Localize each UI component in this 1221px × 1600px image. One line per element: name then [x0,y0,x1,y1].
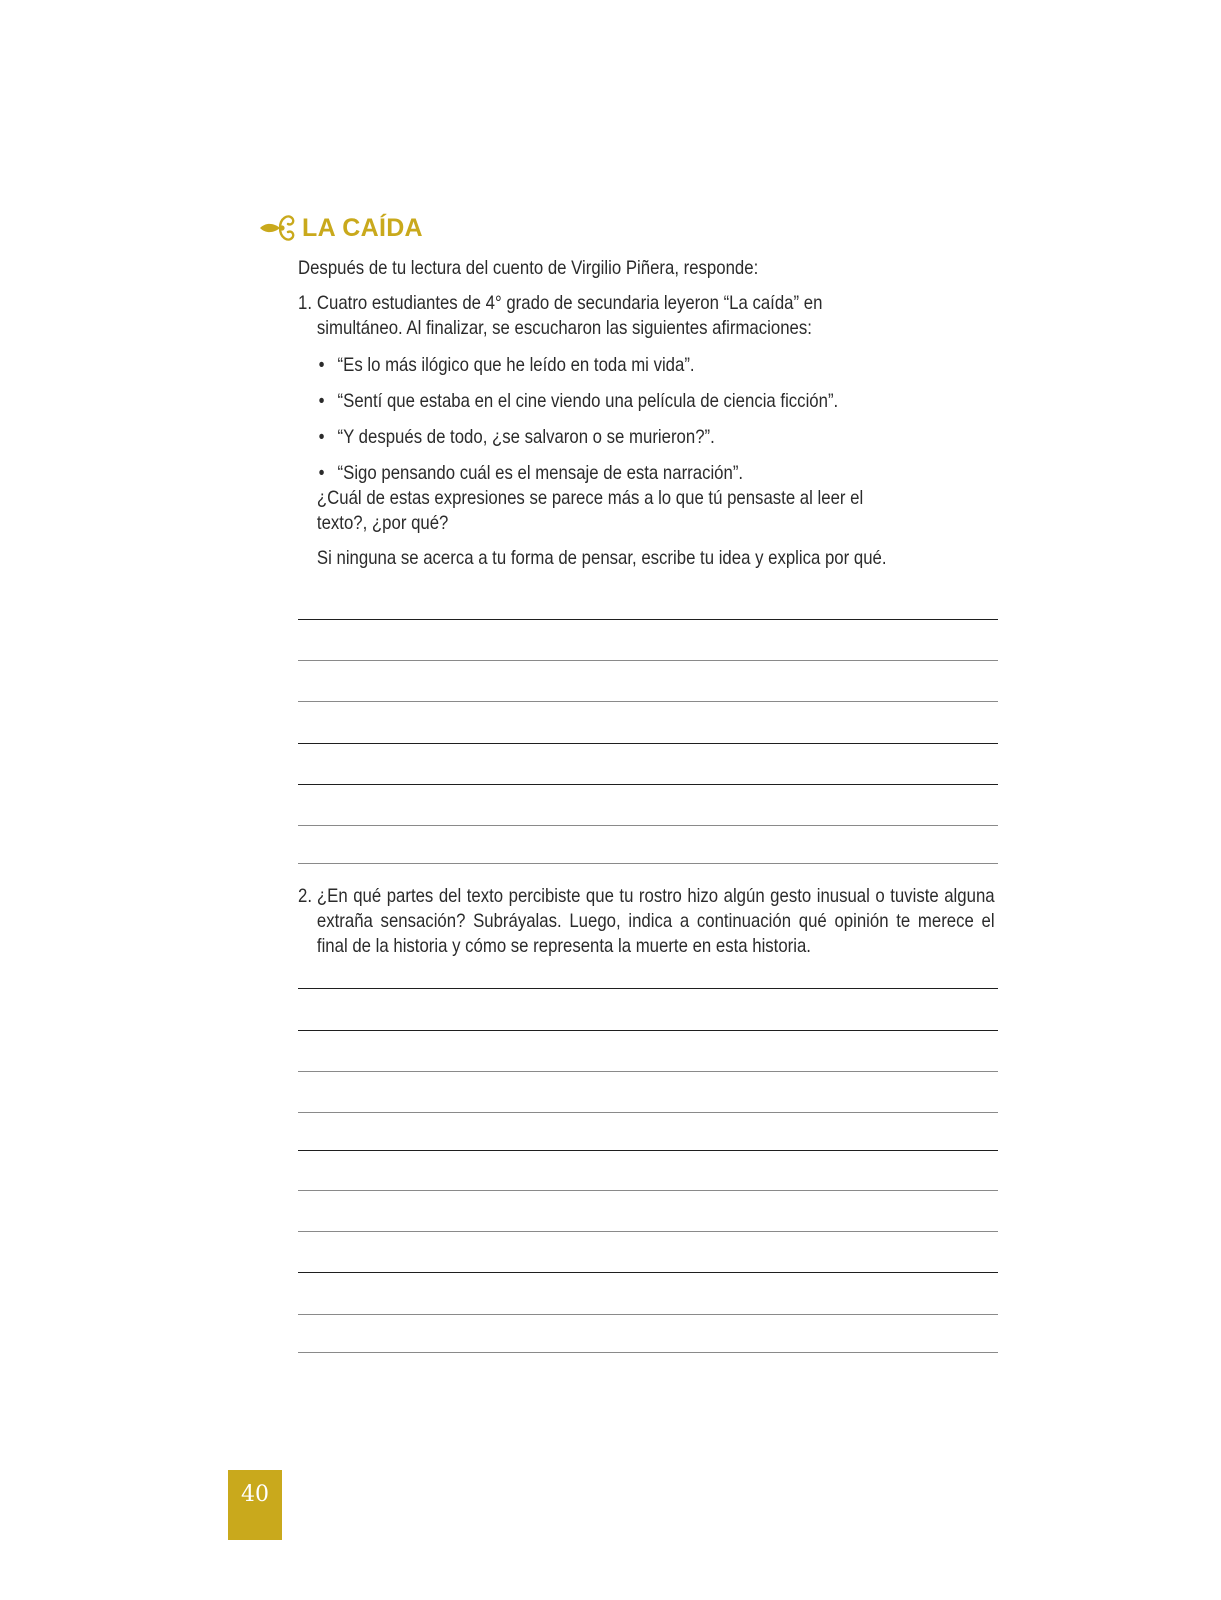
answer-line [298,863,998,864]
answer-line [298,1231,998,1232]
question-number: 2. [298,885,312,907]
list-item: • “Y después de todo, ¿se salvaron o se murieron?”. [317,425,900,450]
followup-question: ¿Cuál de estas expresiones se parece más a lo que tú pensaste al leer el texto?, ¿por qué? [316,487,864,534]
answer-line [298,825,998,826]
statement-list [317,353,900,486]
question-2 [298,884,995,959]
question-text: Cuatro estudiantes de 4° grado de secundaria leyeron “La caída” en simultáneo. Al finalizar, se escucharon las siguientes afirmaciones: [316,292,823,339]
list-item: • “Sentí que estaba en el cine viendo una película de ciencia ficción”. [317,389,900,414]
question-block-2 [298,884,995,959]
answer-line [298,1272,998,1273]
followup-instruction: Si ninguna se acerca a tu forma de pensar, escribe tu idea y explica por qué. [316,547,887,569]
answer-line [298,743,998,744]
list-item: • “Es lo más ilógico que he leído en toda mi vida”. [317,353,900,378]
fleur-ornament-icon [258,206,298,250]
question-number: 1. [298,292,312,314]
section-title: LA CAÍDA [302,213,423,242]
question-text: ¿En qué partes del texto percibiste que tu rostro hizo algún gesto inusual o tuviste alguna extraña sensación? Subráyalas. Luego, indica a continuación qué opinión te merece el final de la historia y cómo se representa la muerte en esta historia. [316,885,995,957]
answer-line [298,988,998,989]
answer-line [298,1112,998,1113]
section-header [258,206,423,250]
page-number: 40 [241,1482,269,1507]
page-number-box [228,1470,282,1540]
answer-line [298,660,998,661]
answer-line [298,619,998,620]
answer-line [298,784,998,785]
list-item: • “Sigo pensando cuál es el mensaje de esta narración”. [317,461,900,486]
answer-line [298,1314,998,1315]
answer-line [298,1352,998,1353]
answer-line [298,1150,998,1151]
answer-line [298,701,998,702]
intro-text: Después de tu lectura del cuento de Virgilio Piñera, responde: [298,257,759,279]
answer-line [298,1190,998,1191]
answer-line [298,1030,998,1031]
question-block-1 [298,256,900,571]
question-1 [298,291,900,341]
answer-line [298,1071,998,1072]
